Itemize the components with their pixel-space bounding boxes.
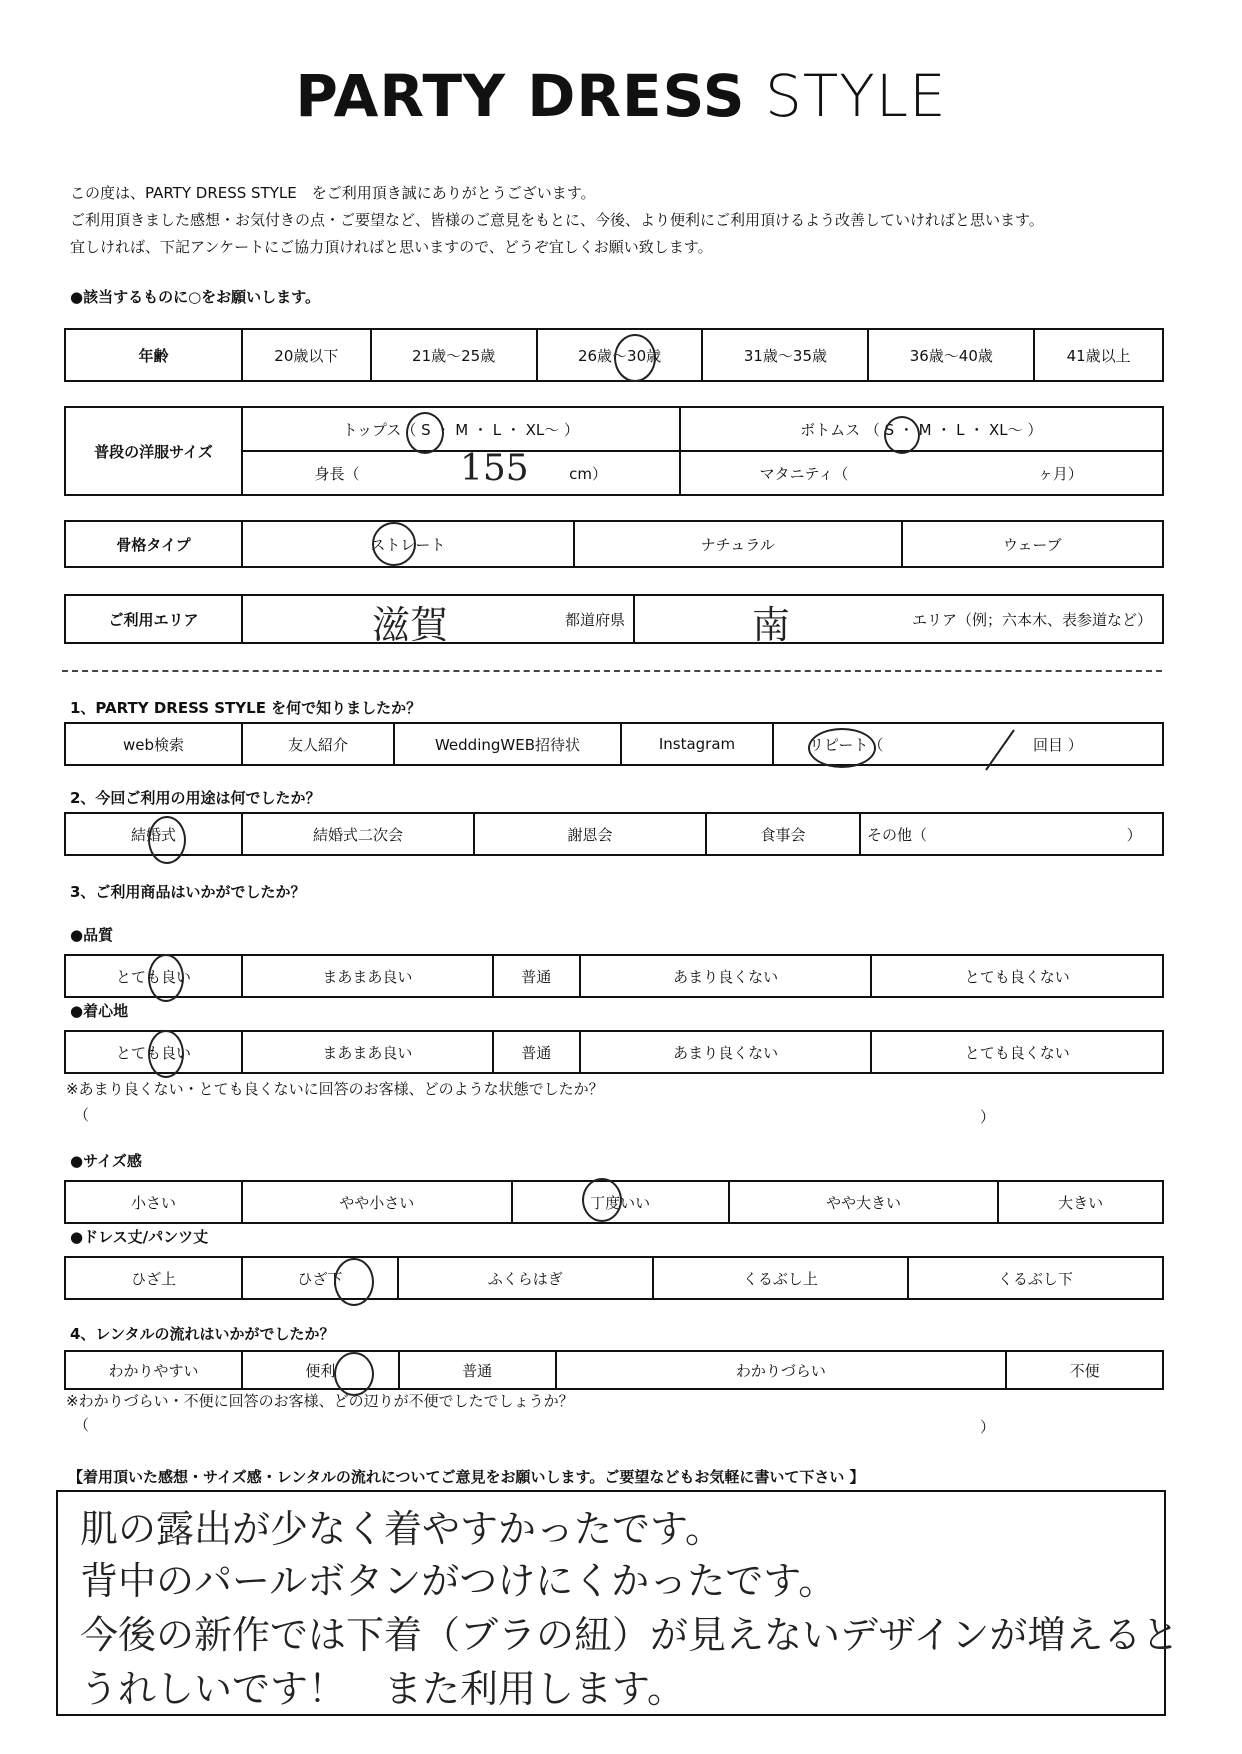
comment-line: 肌の露出が少なく着やすかったです。: [80, 1507, 723, 1551]
fit-label: ●サイズ感: [70, 1152, 142, 1170]
area-field[interactable]: エリア（例；六本木、表参道など）: [634, 595, 1163, 643]
circle-instruction: ●該当するものに○をお願いします。: [70, 288, 320, 306]
body-type-table: [64, 520, 1164, 568]
q1-title: 1、PARTY DRESS STYLE を何で知りましたか？: [70, 699, 422, 717]
comment-line: 背中のパールボタンがつけにくかったです。: [80, 1559, 837, 1603]
quality-table: [64, 954, 1164, 998]
age-option[interactable]: 26歳～30歳: [537, 329, 703, 381]
selection-circle: [614, 334, 656, 382]
prefecture-field[interactable]: 都道府県: [242, 595, 634, 643]
q4-title: 4、レンタルの流れはいかがでしたか？: [70, 1325, 335, 1343]
fit-option[interactable]: やや小さい: [242, 1181, 512, 1223]
body-type-option[interactable]: ウェーブ: [902, 521, 1163, 567]
intro-line: この度は、PARTY DRESS STYLE をご利用頂き誠にありがとうございます。: [70, 184, 596, 202]
q1-option[interactable]: Instagram: [621, 723, 773, 765]
fit-option[interactable]: 大きい: [998, 1181, 1163, 1223]
q4-note: ※わかりづらい・不便に回答のお客様、どの辺りが不便でしたでしょうか？: [66, 1392, 574, 1410]
quality-option[interactable]: とても良くない: [871, 955, 1163, 997]
bad-note: ※あまり良くない・とても良くないに回答のお客様、どのような状態でしたか？: [66, 1080, 604, 1098]
divider: [62, 670, 1162, 672]
length-option[interactable]: ふくらはぎ: [398, 1257, 653, 1299]
q1-option-repeat[interactable]: リピート（ 回目 ）: [773, 723, 1163, 765]
comment-line: 今後の新作では下着（ブラの紐）が見えないデザインが増えると: [80, 1613, 1180, 1657]
selection-circle: [808, 728, 876, 768]
length-label: ●ドレス丈/パンツ丈: [70, 1228, 209, 1246]
area-table: [64, 594, 1164, 644]
q1-option[interactable]: WeddingWEB招待状: [394, 723, 621, 765]
selection-circle: [582, 1178, 622, 1222]
q1-option[interactable]: web検索: [65, 723, 242, 765]
selection-circle: [148, 816, 186, 864]
area-handwritten: 南: [752, 603, 791, 647]
q3-title: 3、ご利用商品はいかがでしたか？: [70, 883, 306, 901]
comfort-option[interactable]: とても良い: [65, 1031, 242, 1073]
comfort-option[interactable]: 普通: [493, 1031, 580, 1073]
prefecture-handwritten: 滋賀: [372, 603, 449, 647]
tops-options[interactable]: トップス（ S ・ M ・ L ・ XL～ ）: [242, 407, 680, 451]
q4-option[interactable]: 便利: [242, 1351, 399, 1389]
selection-circle: [334, 1258, 374, 1306]
selection-circle: [884, 416, 920, 454]
q4-option[interactable]: 普通: [399, 1351, 556, 1389]
paren-open: （: [74, 1106, 90, 1124]
maternity-field[interactable]: マタニティ（ ヶ月）: [680, 451, 1164, 495]
size-table: [64, 406, 1164, 496]
comfort-option[interactable]: とても良くない: [871, 1031, 1163, 1073]
comment-heading: 【着用頂いた感想・サイズ感・レンタルの流れについてご意見をお願いします。ご要望などもお気軽に書いて下さい 】: [68, 1468, 865, 1486]
q4-option[interactable]: わかりづらい: [556, 1351, 1007, 1389]
paren-close: ）: [980, 1418, 996, 1436]
length-option[interactable]: くるぶし上: [653, 1257, 908, 1299]
height-field[interactable]: 身長（ cm）: [242, 451, 680, 495]
page-title: [0, 62, 1242, 130]
age-option[interactable]: 20歳以下: [242, 329, 371, 381]
quality-option[interactable]: とても良い: [65, 955, 242, 997]
bottoms-options[interactable]: ボトムス （ S ・ M ・ L ・ XL～ ）: [680, 407, 1164, 451]
length-table: [64, 1256, 1164, 1300]
age-option[interactable]: 41歳以上: [1034, 329, 1163, 381]
fit-option[interactable]: 小さい: [65, 1181, 242, 1223]
q2-option[interactable]: 結婚式二次会: [242, 813, 474, 855]
size-label: 普段の洋服サイズ: [65, 407, 242, 495]
q2-option[interactable]: 結婚式: [65, 813, 242, 855]
comment-line: うれしいです！ また利用します。: [80, 1667, 685, 1711]
paren-open: （: [74, 1416, 90, 1434]
q2-option-other[interactable]: その他（ ）: [860, 813, 1163, 855]
age-option[interactable]: 21歳～25歳: [371, 329, 537, 381]
q1-option[interactable]: 友人紹介: [242, 723, 394, 765]
body-type-option[interactable]: ストレート: [242, 521, 574, 567]
title-bold: PARTY DRESS: [295, 62, 746, 130]
comfort-label: ●着心地: [70, 1002, 129, 1020]
length-option[interactable]: ひざ下: [242, 1257, 398, 1299]
age-option[interactable]: 36歳～40歳: [868, 329, 1034, 381]
paren-close: ）: [980, 1108, 996, 1126]
q2-title: 2、今回ご利用の用途は何でしたか？: [70, 789, 321, 807]
age-label: 年齢: [65, 329, 242, 381]
fit-option[interactable]: やや大きい: [729, 1181, 999, 1223]
q4-table: [64, 1350, 1164, 1390]
quality-label: ●品質: [70, 926, 114, 944]
length-option[interactable]: ひざ上: [65, 1257, 242, 1299]
quality-option[interactable]: 普通: [493, 955, 580, 997]
selection-circle: [334, 1352, 374, 1396]
comfort-table: [64, 1030, 1164, 1074]
fit-option[interactable]: 丁度いい: [512, 1181, 729, 1223]
height-handwritten: 155: [460, 448, 529, 489]
title-light: STYLE: [765, 62, 947, 130]
q2-option[interactable]: 謝恩会: [474, 813, 706, 855]
selection-circle: [406, 412, 444, 454]
intro-text: [70, 180, 1044, 261]
q4-option[interactable]: わかりやすい: [65, 1351, 242, 1389]
quality-option[interactable]: あまり良くない: [580, 955, 872, 997]
intro-line: ご利用頂きました感想・お気付きの点・ご要望など、皆様のご意見をもとに、今後、より便利にご利用頂けるよう改善していければと思います。: [70, 211, 1044, 229]
comfort-option[interactable]: あまり良くない: [580, 1031, 872, 1073]
length-option[interactable]: くるぶし下: [908, 1257, 1163, 1299]
body-type-option[interactable]: ナチュラル: [574, 521, 902, 567]
selection-circle: [148, 1030, 184, 1078]
selection-circle: [372, 522, 416, 566]
q4-option[interactable]: 不便: [1006, 1351, 1163, 1389]
repeat-slash-mark: [980, 726, 1020, 774]
q2-option[interactable]: 食事会: [706, 813, 860, 855]
quality-option[interactable]: まあまあ良い: [242, 955, 493, 997]
comfort-option[interactable]: まあまあ良い: [242, 1031, 493, 1073]
area-label: ご利用エリア: [65, 595, 242, 643]
age-option[interactable]: 31歳～35歳: [702, 329, 868, 381]
body-type-label: 骨格タイプ: [65, 521, 242, 567]
intro-line: 宜しければ、下記アンケートにご協力頂ければと思いますので、どうぞ宜しくお願い致します。: [70, 238, 713, 256]
q2-table: [64, 812, 1164, 856]
selection-circle: [148, 954, 184, 1002]
